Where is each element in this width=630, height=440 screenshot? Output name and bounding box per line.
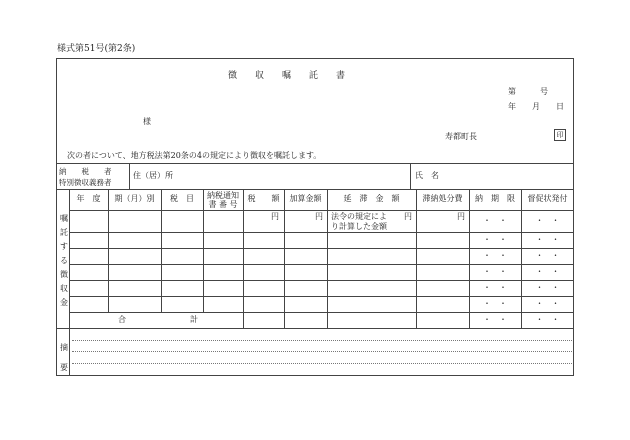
rule bbox=[129, 163, 130, 189]
sender-name: 寿都町長 bbox=[445, 132, 477, 141]
rule bbox=[161, 189, 162, 312]
rule bbox=[410, 163, 411, 189]
total-label: 合 計 bbox=[118, 315, 198, 324]
yen-unit: 円 bbox=[271, 212, 279, 221]
rule bbox=[69, 264, 574, 265]
demand-date-placeholder: ・ ・ bbox=[535, 315, 560, 324]
delinquency-note: 法令の規定によ bbox=[331, 212, 387, 221]
rule bbox=[56, 189, 574, 190]
demand-date-placeholder: ・ ・ bbox=[535, 251, 560, 260]
yen-unit: 円 bbox=[315, 212, 323, 221]
deadline-date-placeholder: ・ ・ bbox=[483, 216, 507, 225]
col-delinquency-charge: 延 滞 金 額 bbox=[343, 194, 400, 203]
col-year: 年 度 bbox=[76, 194, 101, 203]
col-payment-deadline: 納 期 限 bbox=[475, 194, 515, 203]
col-tax-item: 税 目 bbox=[170, 194, 194, 203]
deadline-date-placeholder: ・ ・ bbox=[483, 283, 507, 292]
col-disposal-fee: 滞納処分費 bbox=[422, 194, 463, 203]
taxpayer-label: 納 税 者 bbox=[59, 167, 112, 176]
rule bbox=[243, 189, 244, 328]
rule bbox=[108, 189, 109, 312]
col-notice-number: 納税通知 bbox=[207, 191, 239, 200]
addressee-suffix: 様 bbox=[143, 117, 151, 126]
rule bbox=[327, 189, 328, 328]
rule bbox=[56, 163, 574, 164]
yen-unit: 円 bbox=[404, 212, 412, 221]
deadline-date-placeholder: ・ ・ bbox=[483, 251, 507, 260]
address-label: 住（居）所 bbox=[133, 171, 173, 180]
col-additional-amount: 加算金額 bbox=[289, 194, 322, 203]
rule bbox=[416, 189, 417, 328]
rule bbox=[69, 280, 574, 281]
rule bbox=[56, 328, 574, 329]
remarks-line bbox=[72, 363, 572, 364]
special-collector-label: 特別徴収義務者 bbox=[59, 178, 112, 187]
intro-text: 次の者について、地方税法第20条の4の規定により徴収を嘱託します。 bbox=[67, 151, 322, 160]
col-demand-issued: 督促状発付 bbox=[527, 194, 568, 203]
document-title: 徴 収 嘱 託 書 bbox=[228, 71, 346, 81]
rule bbox=[69, 210, 574, 211]
col-notice-number: 書 番 号 bbox=[208, 200, 238, 209]
rule bbox=[69, 232, 574, 233]
deadline-date-placeholder: ・ ・ bbox=[483, 235, 507, 244]
col-tax-amount: 税 額 bbox=[247, 194, 280, 203]
seal-mark: 印 bbox=[554, 129, 566, 141]
rule bbox=[69, 248, 574, 249]
deadline-date-placeholder: ・ ・ bbox=[483, 299, 507, 308]
demand-date-placeholder: ・ ・ bbox=[535, 216, 560, 225]
remarks-label: 摘要 bbox=[60, 343, 68, 372]
demand-date-placeholder: ・ ・ bbox=[535, 235, 560, 244]
document-number: 第 号 bbox=[508, 87, 548, 96]
deadline-date-placeholder: ・ ・ bbox=[483, 315, 507, 324]
yen-unit: 円 bbox=[457, 212, 465, 221]
name-label: 氏 名 bbox=[415, 171, 439, 180]
demand-date-placeholder: ・ ・ bbox=[535, 267, 560, 276]
demand-date-placeholder: ・ ・ bbox=[535, 299, 560, 308]
rule bbox=[284, 189, 285, 328]
rule bbox=[69, 312, 574, 313]
document-date: 年 月 日 bbox=[508, 102, 564, 111]
remarks-line bbox=[72, 340, 572, 341]
remarks-line bbox=[72, 351, 572, 352]
form-number-label: 様式第51号(第2条) bbox=[57, 44, 136, 54]
rule bbox=[69, 296, 574, 297]
deadline-date-placeholder: ・ ・ bbox=[483, 267, 507, 276]
side-label-collection: 嘱託する徴収金 bbox=[60, 214, 68, 307]
demand-date-placeholder: ・ ・ bbox=[535, 283, 560, 292]
col-period: 期（月）別 bbox=[114, 194, 155, 203]
delinquency-note: り計算した金額 bbox=[331, 222, 387, 231]
